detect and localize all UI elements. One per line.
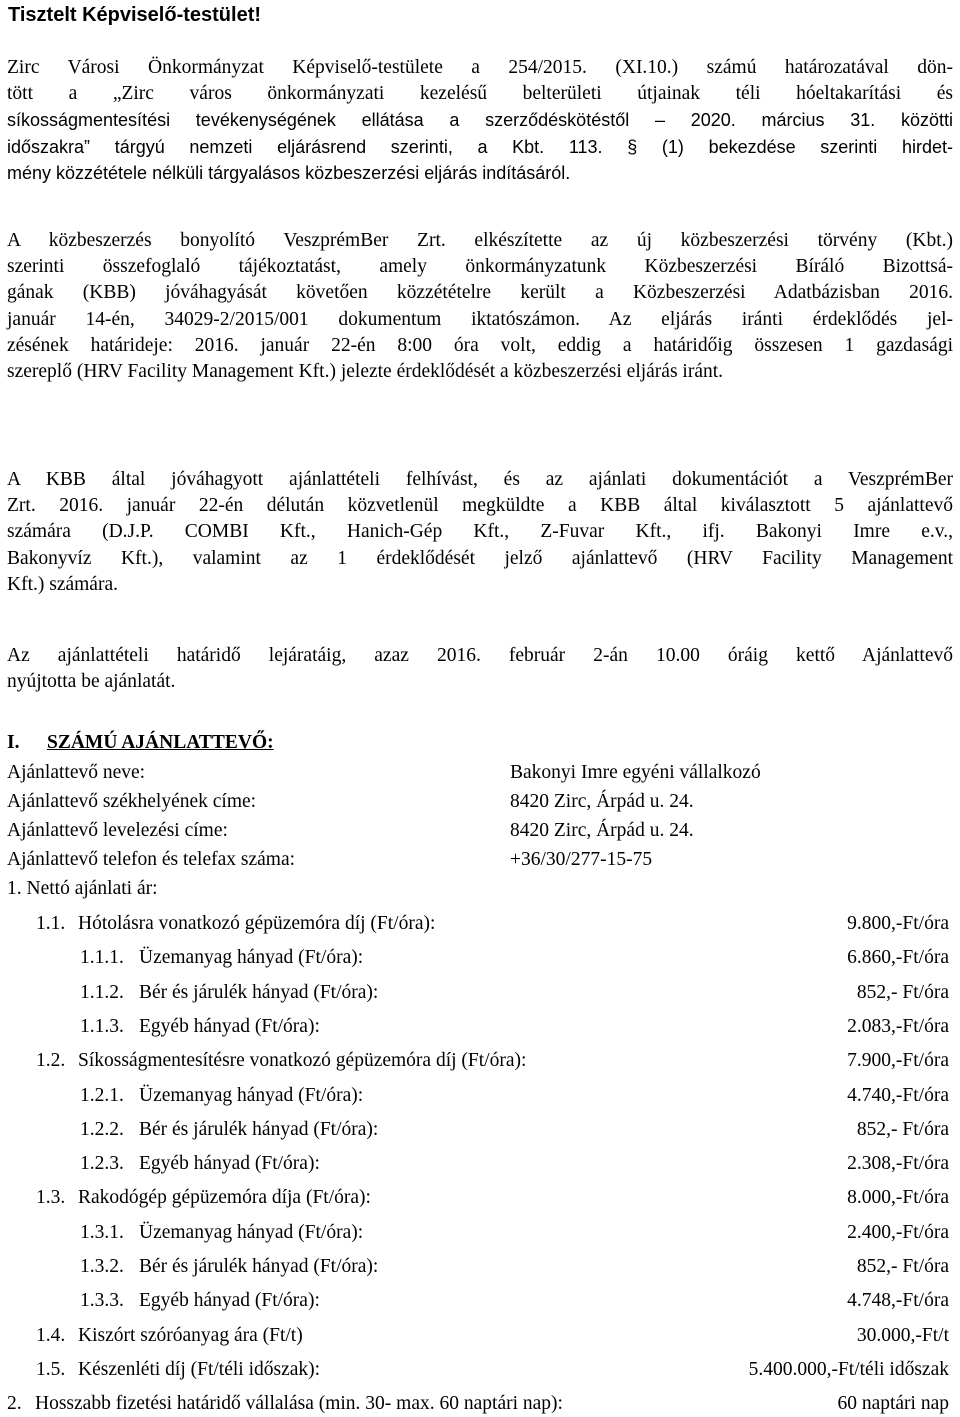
price-row-label: Bér és járulék hányad (Ft/óra): (139, 1256, 379, 1277)
price-row-code: 1.4. (36, 1325, 66, 1346)
paragraph-decision (7, 55, 953, 186)
price-heading: 1. Nettó ajánlati ár: (7, 878, 158, 899)
price-row-amount: 2.083,-Ft/óra (847, 1016, 949, 1037)
price-row-amount: 852,- Ft/óra (856, 982, 949, 1003)
price-row-amount: 6.860,-Ft/óra (847, 947, 949, 968)
paragraph-deadline (7, 643, 953, 695)
paragraph-line: Bakonyvíz Kft.), valamint az 1 érdeklődését jelző ajánlattevő (HRV Facility Management (7, 547, 953, 569)
price-row-amount: 8.000,-Ft/óra (847, 1187, 949, 1208)
price-row-code: 1.3.2. (80, 1256, 124, 1277)
paragraph-line: időszakra” tárgyú nemzeti eljárásrend szerinti, a Kbt. 113. § (1) bekezdése szerinti hirdet- (7, 136, 953, 157)
paragraph-line: szerinti összefoglaló tájékoztatást, amely önkormányzatunk Közbeszerzési Bíráló Bizottsá- (7, 256, 953, 278)
price-row-amount: 9.800,-Ft/óra (847, 913, 949, 934)
paragraph-line: nyújtotta be ajánlatát. (7, 671, 176, 693)
price-row-amount: 2.308,-Ft/óra (847, 1153, 949, 1174)
price-row-code: 1.1.2. (80, 982, 124, 1003)
price-row-amount: 4.740,-Ft/óra (847, 1085, 949, 1106)
price-row-label: Egyéb hányad (Ft/óra): (139, 1016, 320, 1037)
paragraph-procurement-summary (7, 228, 953, 385)
price-row-amount: 30.000,-Ft/t (856, 1325, 949, 1346)
paragraph-line: Zirc Városi Önkormányzat Képviselő-testülete a 254/2015. (XI.10.) számú határozatával dön- (7, 57, 953, 78)
bidder-info-value: +36/30/277-15-75 (510, 849, 653, 870)
price-row-code: 1.3.1. (80, 1222, 124, 1243)
price-row-label: Üzemanyag hányad (Ft/óra): (139, 1222, 364, 1243)
bidder-info-value: Bakonyi Imre egyéni vállalkozó (510, 762, 761, 783)
price-row-amount: 7.900,-Ft/óra (847, 1050, 949, 1071)
bidder-heading-text: SZÁMÚ AJÁNLATTEVŐ: (47, 732, 274, 753)
price-row-label: Készenléti díj (Ft/téli időszak): (78, 1359, 321, 1380)
price-row-code: 1.2. (36, 1050, 66, 1071)
paragraph-invitation (7, 467, 953, 598)
price-row-label: Üzemanyag hányad (Ft/óra): (139, 1085, 364, 1106)
price-row-code: 1.2.3. (80, 1153, 124, 1174)
bidder-info-row (7, 760, 953, 786)
paragraph-line: mény közzététele nélküli tárgyalásos közbeszerzési eljárás indításáról. (7, 162, 571, 183)
price-row-label: Rakodógép gépüzemóra díja (Ft/óra): (78, 1187, 371, 1208)
price-row-code: 1.2.2. (80, 1119, 124, 1140)
bidder-info-label: Ajánlattevő telefon és telefax száma: (7, 849, 296, 870)
price-row-label: Hosszabb fizetési határidő vállalása (min. 30- max. 60 naptári nap): (35, 1393, 563, 1414)
price-row-amount: 2.400,-Ft/óra (847, 1222, 949, 1243)
bidder-info-row (7, 818, 953, 844)
price-row-amount: 852,- Ft/óra (856, 1119, 949, 1140)
price-row-code: 1.1.1. (80, 947, 124, 968)
price-row-code: 1.1. (36, 913, 66, 934)
price-row-label: Kiszórt szóróanyag ára (Ft/t) (78, 1325, 303, 1346)
price-row-code: 1.3.3. (80, 1290, 124, 1311)
paragraph-line: Az ajánlattételi határidő lejáratáig, azaz 2016. február 2-án 10.00 óráig kettő Ajánlattevő (7, 645, 953, 666)
price-row-code: 1.2.1. (80, 1085, 124, 1106)
price-row-label: Bér és járulék hányad (Ft/óra): (139, 1119, 379, 1140)
paragraph-line: Zrt. 2016. január 22-én délután közvetlenül megküldte a KBB által kiválasztott 5 ajánlattevő (7, 495, 953, 517)
bidder-info-value: 8420 Zirc, Árpád u. 24. (510, 791, 694, 812)
price-row-label: Bér és járulék hányad (Ft/óra): (139, 982, 379, 1003)
price-row-label: Egyéb hányad (Ft/óra): (139, 1290, 320, 1311)
paragraph-line: gának (KBB) jóváhagyását követően közzétételre került a Közbeszerzési Adatbázisban 2016. (7, 282, 953, 304)
bidder-info-value: 8420 Zirc, Árpád u. 24. (510, 820, 694, 841)
price-row-code: 1.3. (36, 1187, 66, 1208)
paragraph-line: január 14-én, 34029-2/2015/001 dokumentum iktatószámon. Az eljárás iránti érdeklődés jel- (7, 308, 953, 330)
paragraph-line: A KBB által jóváhagyott ajánlattételi felhívást, és az ajánlati dokumentációt a VeszprémBer (7, 469, 953, 490)
bidder-info-label: Ajánlattevő székhelyének címe: (7, 791, 257, 812)
paragraph-line: tött a „Zirc város önkormányzati kezelésű belterületi útjainak téli hóeltakarítási és (7, 83, 953, 105)
price-row-label: Hótolásra vonatkozó gépüzemóra díj (Ft/óra): (78, 913, 436, 934)
paragraph-line: szereplő (HRV Facility Management Kft.) jelezte érdeklődését a közbeszerzési eljárás iránt. (7, 361, 724, 383)
price-row-amount: 4.748,-Ft/óra (847, 1290, 949, 1311)
price-row-code: 2. (7, 1393, 22, 1414)
bidder-info-label: Ajánlattevő neve: (7, 762, 146, 783)
price-row-code: 1.5. (36, 1359, 66, 1380)
paragraph-line: zésének határideje: 2016. január 22-én 8:00 óra volt, eddig a határidőig összesen 1 gazdasági (7, 334, 953, 356)
price-row-label: Egyéb hányad (Ft/óra): (139, 1153, 320, 1174)
paragraph-line: A közbeszerzés bonyolító VeszprémBer Zrt. elkészítette az új közbeszerzési törvény (Kbt.) (7, 230, 953, 251)
price-row-code: 1.1.3. (80, 1016, 124, 1037)
price-row-amount: 5.400.000,-Ft/téli időszak (748, 1359, 949, 1380)
salutation: Tisztelt Képviselő-testület! (8, 4, 262, 26)
bidder-info-row (7, 789, 953, 815)
bidder-info-row (7, 847, 953, 873)
price-row-label: Síkosságmentesítésre vonatkozó gépüzemóra díj (Ft/óra): (78, 1050, 527, 1071)
paragraph-line: Kft.) számára. (7, 573, 118, 595)
bidder-info-label: Ajánlattevő levelezési címe: (7, 820, 228, 841)
price-row-amount: 60 naptári nap (837, 1393, 949, 1414)
paragraph-line: síkosságmentesítési tevékenységének ellátása a szerződéskötéstől – 2020. március 31. közötti (7, 110, 953, 131)
price-row-amount: 852,- Ft/óra (856, 1256, 949, 1277)
bidder-heading (7, 730, 274, 756)
price-row-label: Üzemanyag hányad (Ft/óra): (139, 947, 364, 968)
paragraph-line: számára (D.J.P. COMBI Kft., Hanich-Gép Kft., Z-Fuvar Kft., ifj. Bakonyi Imre e.v., (7, 521, 953, 543)
bidder-heading-number: I. (7, 732, 20, 753)
